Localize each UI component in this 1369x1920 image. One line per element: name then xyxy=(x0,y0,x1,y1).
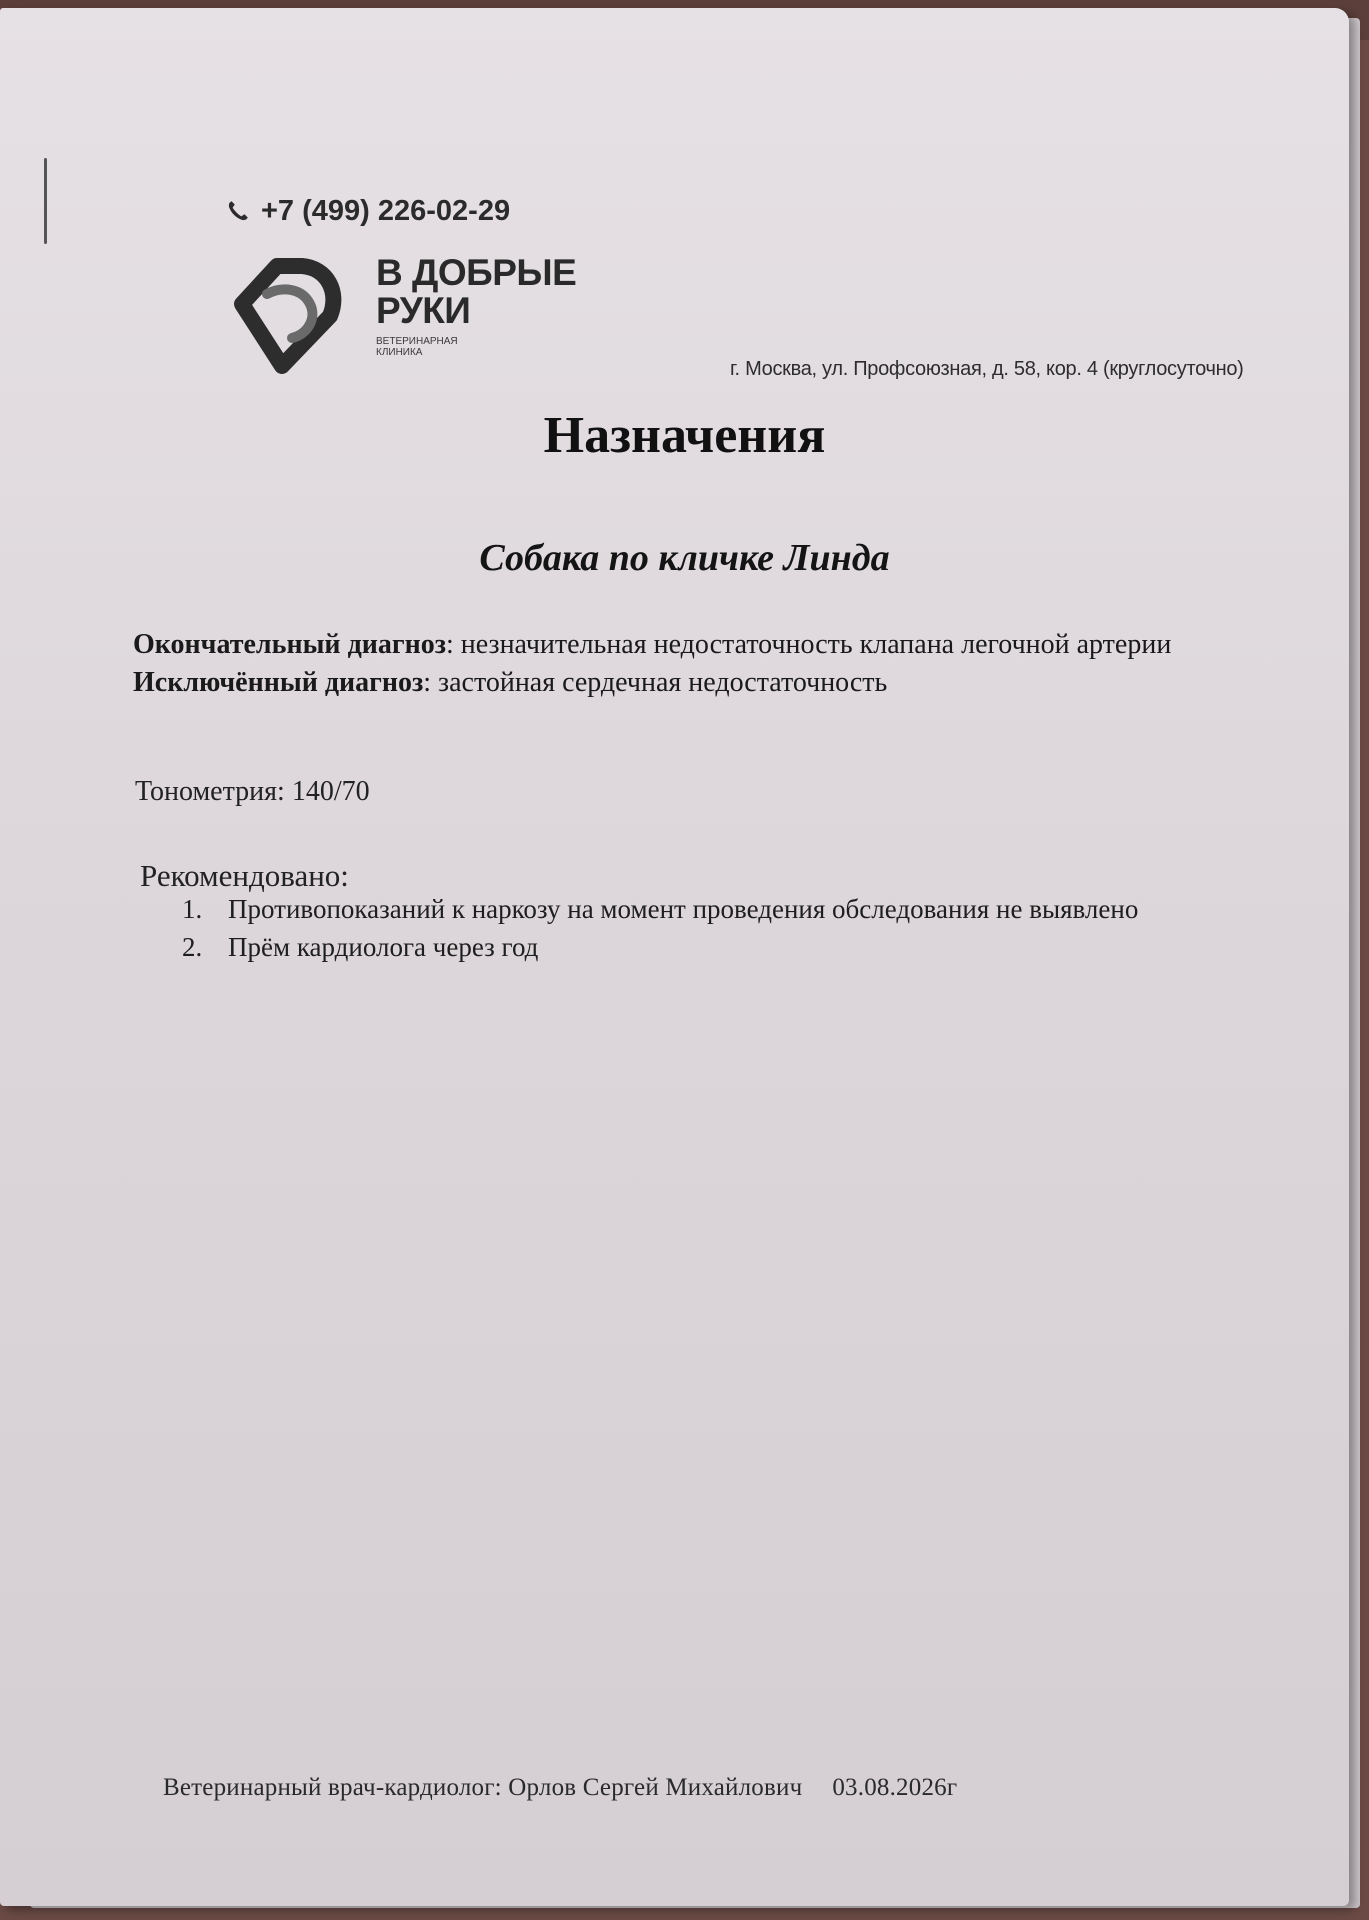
document-sheet xyxy=(0,8,1349,1906)
phone-icon xyxy=(225,196,251,226)
page-title: Назначения xyxy=(543,407,826,464)
doctor-signature-line xyxy=(163,1774,957,1802)
list-item-number: 1. xyxy=(182,894,203,924)
pen-mark xyxy=(44,158,47,244)
tonometry: Тонометрия: 140/70 xyxy=(135,776,370,807)
excluded-diagnosis-value: : застойная сердечная недостаточность xyxy=(423,667,888,698)
recommendations-list xyxy=(182,888,1182,964)
phone-row xyxy=(225,191,510,231)
clinic-address: г. Москва, ул. Профсоюзная, д. 58, кор. 4 (круглосуточно) xyxy=(730,358,1244,380)
list-item xyxy=(182,892,1182,926)
clinic-phone: +7 (499) 226-02-29 xyxy=(261,194,511,227)
final-diagnosis-value: : незначительная недостаточность клапана легочной артерии xyxy=(445,629,1172,660)
doctor-name: Ветеринарный врач-кардиолог: Орлов Сергей Михайлович xyxy=(163,1774,803,1801)
brand-name: В ДОБРЫЕ РУКИ xyxy=(376,252,577,331)
heart-logo xyxy=(222,254,352,379)
document-date: 03.08.2026г xyxy=(832,1774,958,1801)
excluded-diagnosis xyxy=(133,664,1273,702)
diagnosis-block xyxy=(133,626,1273,702)
list-item-text: Прём кардиолога через год xyxy=(228,932,539,962)
final-diagnosis-label: Окончательный диагноз xyxy=(133,629,446,660)
patient-name: Собака по кличке Линда xyxy=(479,537,890,579)
recommended-heading: Рекомендовано: xyxy=(140,858,349,893)
brand-subtitle: ВЕТЕРИНАРНАЯ КЛИНИКА xyxy=(376,336,458,358)
list-item-number: 2. xyxy=(182,932,203,962)
list-item xyxy=(182,930,1182,964)
final-diagnosis xyxy=(133,626,1273,664)
excluded-diagnosis-label: Исключённый диагноз xyxy=(133,667,424,698)
list-item-text: Противопоказаний к наркозу на момент проведения обследования не выявлено xyxy=(228,894,1139,924)
clinic-brand xyxy=(376,254,616,358)
